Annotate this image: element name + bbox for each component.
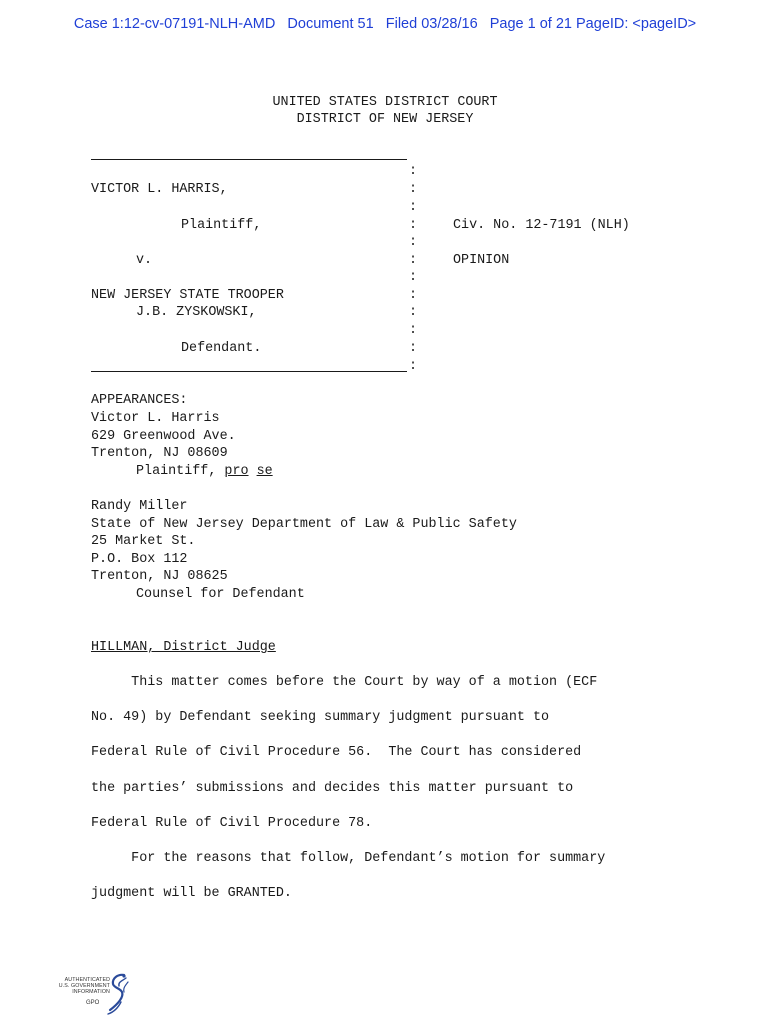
body-line: Federal Rule of Civil Procedure 56. The Court has considered (91, 745, 582, 760)
logo-text-line: INFORMATION (72, 989, 110, 995)
caption-colon: : (409, 235, 418, 250)
body-line: For the reasons that follow, Defendant’s motion for summary (91, 851, 606, 866)
caption-colon: : (409, 218, 418, 233)
defense-org: State of New Jersey Department of Law & Public Safety (91, 517, 517, 532)
body-line: No. 49) by Defendant seeking summary judgment pursuant to (91, 710, 550, 725)
caption-colon: : (409, 253, 418, 268)
defense-city: Trenton, NJ 08625 (91, 569, 228, 584)
defense-designation: Counsel for Defendant (136, 587, 305, 602)
caption-colon: : (409, 288, 418, 303)
case-number: Case 1:12-cv-07191-NLH-AMD (73, 16, 276, 32)
defense-counsel-name: Randy Miller (91, 499, 188, 514)
eagle-icon (104, 972, 132, 1018)
body-line: judgment will be GRANTED. (91, 886, 292, 901)
caption-top-rule (91, 159, 407, 160)
body-line: the parties’ submissions and decides this matter pursuant to (91, 781, 574, 796)
defendant-name-line1: NEW JERSEY STATE TROOPER (91, 288, 284, 303)
logo-gpo-text: GPO (86, 1000, 100, 1006)
gpo-authentication-logo (42, 972, 134, 1018)
caption-colon: : (409, 270, 418, 285)
court-name: UNITED STATES DISTRICT COURT (272, 95, 498, 110)
judge-heading: HILLMAN, District Judge (91, 640, 276, 655)
defendant-role: Defendant. (181, 341, 262, 356)
plaintiff-street: 629 Greenwood Ave. (91, 429, 236, 444)
plaintiff-counsel-name: Victor L. Harris (91, 411, 220, 426)
defendant-name-line2: J.B. ZYSKOWSKI, (136, 305, 257, 320)
defense-po-box: P.O. Box 112 (91, 552, 188, 567)
plaintiff-designation (136, 464, 273, 479)
logo-text-line: AUTHENTICATED (64, 977, 110, 983)
caption-colon: : (409, 323, 418, 338)
filed-date: Filed 03/28/16 (385, 16, 478, 32)
document-type: OPINION (453, 253, 510, 268)
caption-colon: : (409, 200, 418, 215)
plaintiff-city: Trenton, NJ 08609 (91, 446, 228, 461)
appearances-heading: APPEARANCES: (91, 393, 188, 408)
document-number: Document 51 (287, 16, 374, 32)
body-line: Federal Rule of Civil Procedure 78. (91, 816, 373, 831)
pro-text: pro (224, 464, 249, 479)
court-district: DISTRICT OF NEW JERSEY (296, 112, 474, 127)
caption-bottom-rule (91, 371, 407, 372)
caption-colon: : (409, 359, 418, 374)
versus: v. (136, 253, 153, 268)
caption-colon: : (409, 164, 418, 179)
filing-header (0, 16, 770, 32)
civil-number: Civ. No. 12-7191 (NLH) (453, 218, 630, 233)
caption-colon: : (409, 182, 418, 197)
caption-colon: : (409, 341, 418, 356)
logo-text-line: U.S. GOVERNMENT (58, 983, 110, 989)
body-line: This matter comes before the Court by way of a motion (ECF (91, 675, 598, 690)
se-text: se (256, 464, 273, 479)
caption-colon: : (409, 305, 418, 320)
plaintiff-name: VICTOR L. HARRIS, (91, 182, 228, 197)
plaintiff-role: Plaintiff, (181, 218, 262, 233)
page-info: Page 1 of 21 PageID: <pageID> (489, 16, 697, 32)
defense-street: 25 Market St. (91, 534, 196, 549)
plaintiff-role-prefix: Plaintiff, (136, 464, 225, 479)
